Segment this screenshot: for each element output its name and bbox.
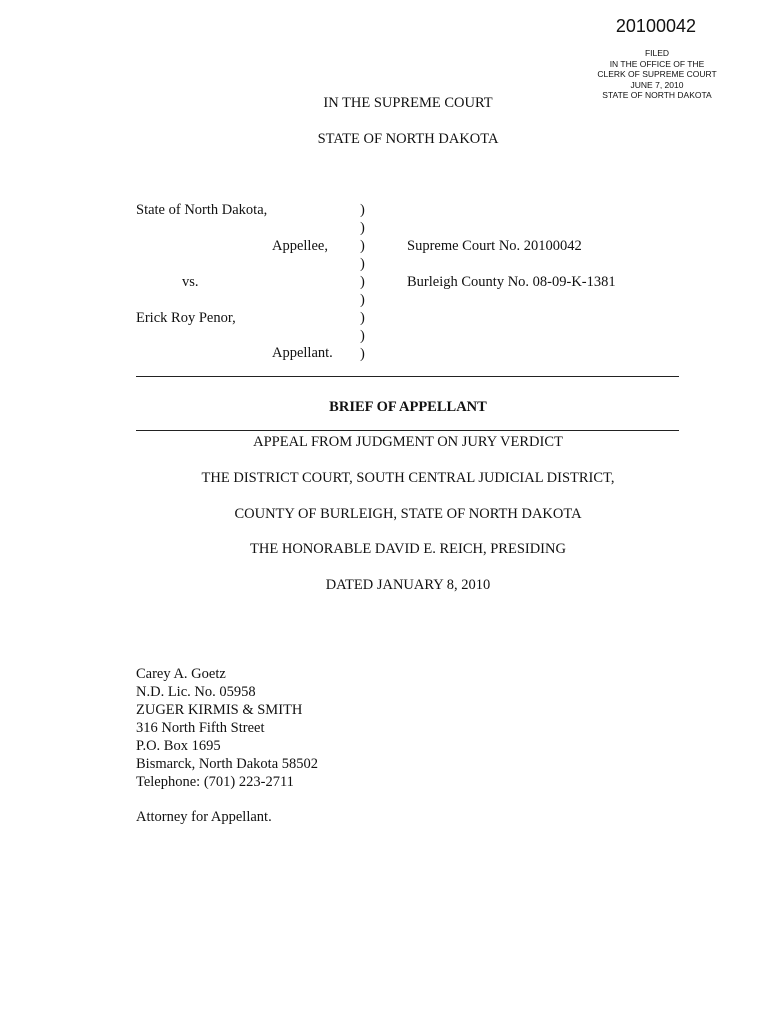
caption-parentheses — [360, 201, 374, 363]
paren: ) — [360, 238, 365, 254]
paren: ) — [360, 256, 365, 272]
attorney-license: N.D. Lic. No. 05958 — [136, 684, 256, 700]
divider-top — [136, 376, 679, 377]
paren: ) — [360, 220, 365, 236]
plaintiff-role: Appellee, — [272, 238, 328, 254]
defendant-name: Erick Roy Penor, — [136, 310, 236, 326]
appeal-line: DATED JANUARY 8, 2010 — [325, 577, 491, 593]
stamp-line: IN THE OFFICE OF THE — [609, 58, 705, 69]
stamp-line: CLERK OF SUPREME COURT — [597, 69, 717, 79]
stamp-line: JUNE 7, 2010 — [630, 79, 684, 90]
paren: ) — [360, 292, 365, 308]
stamp-line: STATE OF NORTH DAKOTA — [602, 90, 712, 100]
paren: ) — [360, 202, 365, 218]
versus-label: vs. — [182, 274, 199, 290]
plaintiff-name: State of North Dakota, — [136, 202, 268, 218]
filing-number: 20100042 — [615, 16, 696, 36]
paren: ) — [360, 346, 365, 362]
defendant-role: Appellant. — [272, 345, 333, 361]
brief-title: BRIEF OF APPELLANT — [329, 399, 487, 415]
paren: ) — [360, 310, 365, 326]
divider-bottom — [136, 430, 679, 431]
city-state-zip: Bismarck, North Dakota 58502 — [136, 756, 319, 772]
telephone: Telephone: (701) 223-2711 — [136, 774, 294, 790]
paren: ) — [360, 274, 365, 290]
po-box: P.O. Box 1695 — [136, 738, 221, 754]
county-number: Burleigh County No. 08-09-K-1381 — [407, 274, 616, 290]
court-name: IN THE SUPREME COURT — [323, 95, 493, 111]
filing-stamp — [594, 48, 720, 101]
supreme-court-number: Supreme Court No. 20100042 — [407, 238, 582, 254]
appeal-line: APPEAL FROM JUDGMENT ON JURY VERDICT — [253, 434, 563, 450]
attorney-address-block — [136, 665, 318, 791]
appeal-line: COUNTY OF BURLEIGH, STATE OF NORTH DAKOTA — [234, 506, 582, 522]
appeal-line: THE DISTRICT COURT, SOUTH CENTRAL JUDICIAL DISTRICT, — [201, 470, 615, 486]
court-state: STATE OF NORTH DAKOTA — [317, 131, 499, 147]
paren: ) — [360, 328, 365, 344]
stamp-line: FILED — [644, 48, 670, 58]
street-address: 316 North Fifth Street — [136, 720, 265, 736]
appeal-line: THE HONORABLE DAVID E. REICH, PRESIDING — [250, 541, 566, 557]
attorney-role: Attorney for Appellant. — [136, 809, 272, 825]
law-firm: ZUGER KIRMIS & SMITH — [136, 702, 303, 718]
attorney-name: Carey A. Goetz — [136, 666, 226, 682]
